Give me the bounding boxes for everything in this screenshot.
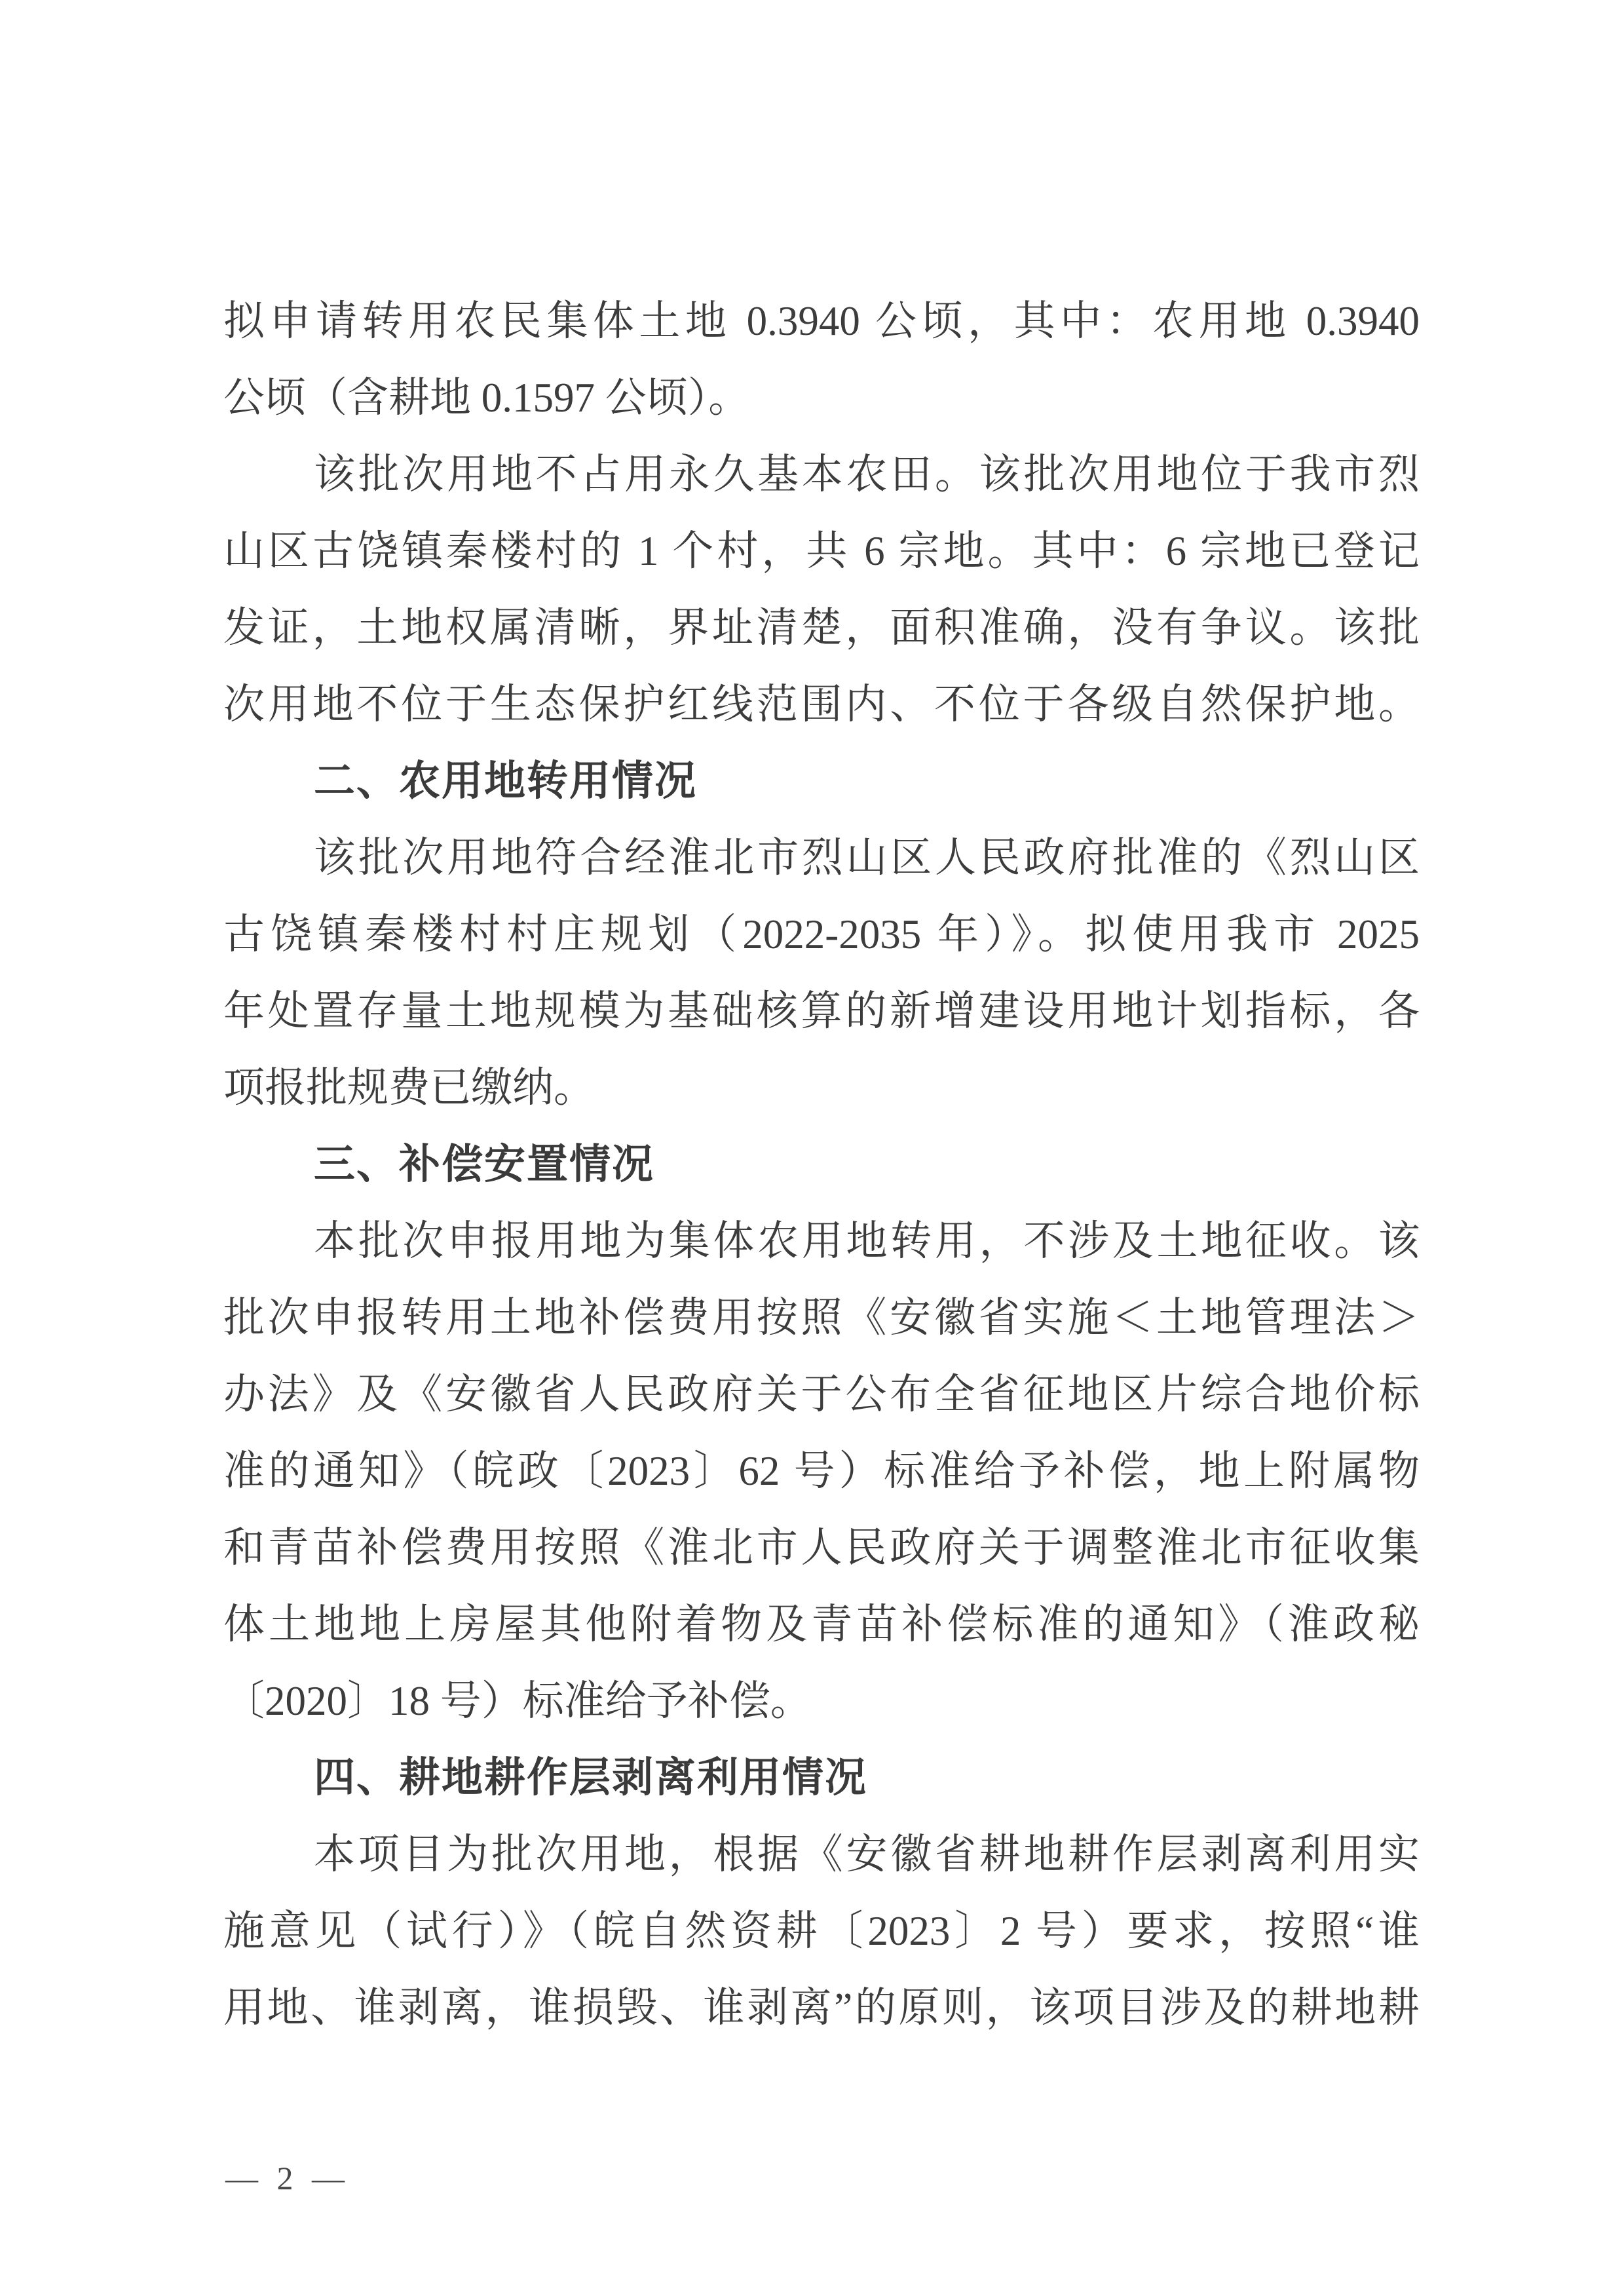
body-line: 办法》及《安徽省人民政府关于公布全省征地区片综合地价标 (223, 1371, 1420, 1417)
document-body (223, 283, 1420, 2046)
body-line: 该批次用地不占用永久基本农田。该批次用地位于我市烈 (314, 451, 1420, 497)
body-line: 次用地不位于生态保护红线范围内、不位于各级自然保护地。 (223, 681, 1420, 727)
body-line: 用地、谁剥离，谁损毁、谁剥离”的原则，该项目涉及的耕地耕 (223, 1985, 1420, 2031)
body-line: 施意见（试行）》（皖自然资耕〔2023〕2 号）要求，按照“谁 (223, 1908, 1420, 1954)
body-line: 〔2020〕18 号）标准给予补偿。 (223, 1678, 812, 1724)
body-line: 准的通知》（皖政〔2023〕62 号）标准给予补偿，地上附属物 (223, 1448, 1420, 1494)
body-line: 山区古饶镇秦楼村的 1 个村，共 6 宗地。其中：6 宗地已登记 (223, 528, 1420, 574)
body-line: 拟申请转用农民集体土地 0.3940 公顷，其中：农用地 0.3940 (223, 298, 1420, 344)
body-line: 公顷（含耕地 0.1597 公顷）。 (223, 375, 750, 421)
body-line: 古饶镇秦楼村村庄规划（2022-2035 年）》。拟使用我市 2025 (223, 911, 1420, 957)
body-line: 发证，土地权属清晰，界址清楚，面积准确，没有争议。该批 (223, 605, 1420, 651)
body-line: 本批次申报用地为集体农用地转用，不涉及土地征收。该 (314, 1218, 1420, 1264)
section-heading-3: 三、补偿安置情况 (314, 1141, 654, 1187)
section-heading-2: 二、农用地转用情况 (314, 758, 697, 804)
body-line: 批次申报转用土地补偿费用按照《安徽省实施＜土地管理法＞ (223, 1295, 1420, 1341)
body-line: 年处置存量土地规模为基础核算的新增建设用地计划指标，各 (223, 988, 1420, 1034)
body-line: 本项目为批次用地，根据《安徽省耕地耕作层剥离利用实 (314, 1831, 1420, 1877)
section-heading-4: 四、耕地耕作层剥离利用情况 (314, 1755, 867, 1801)
body-line: 体土地地上房屋其他附着物及青苗补偿标准的通知》（淮政秘 (223, 1601, 1420, 1647)
page-number: — 2 — (225, 2160, 350, 2196)
body-line: 项报批规费已缴纳。 (223, 1065, 595, 1111)
body-line: 和青苗补偿费用按照《淮北市人民政府关于调整淮北市征收集 (223, 1525, 1420, 1571)
body-line: 该批次用地符合经淮北市烈山区人民政府批准的《烈山区 (314, 835, 1420, 881)
